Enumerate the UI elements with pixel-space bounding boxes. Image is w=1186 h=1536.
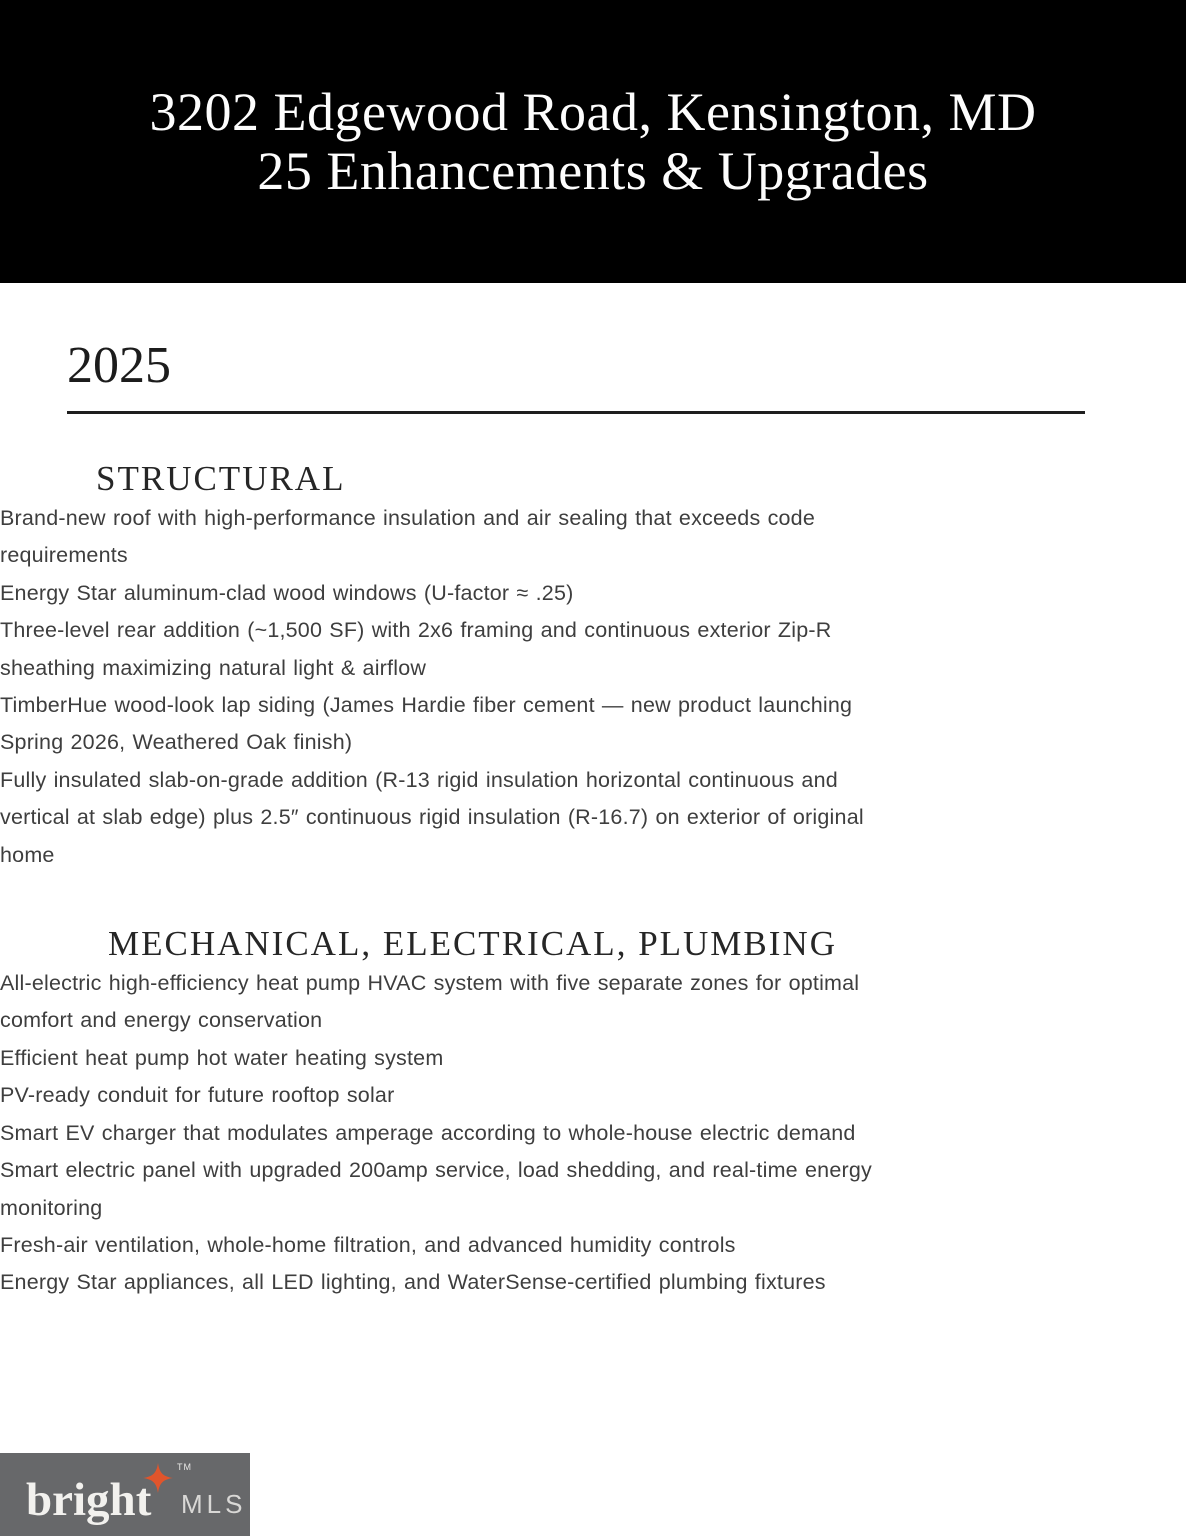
mep-list xyxy=(0,965,888,1302)
list-item: Fresh-air ventilation, whole-home filtration, and advanced humidity controls xyxy=(0,1227,888,1264)
list-item: Smart EV charger that modulates amperage according to whole-house electric demand xyxy=(0,1115,888,1152)
mls-wordmark: MLS xyxy=(181,1489,247,1519)
tm-superscript: TM xyxy=(177,1462,192,1472)
divider-rule xyxy=(67,411,1085,414)
brightmls-logo xyxy=(0,1453,250,1536)
list-item: PV-ready conduit for future rooftop solar xyxy=(0,1077,888,1114)
brand-wordmark: bright xyxy=(26,1474,152,1526)
list-item: Fully insulated slab-on-grade addition (R-13 rigid insulation horizontal continuous and vertical at slab edge) plus 2.5″ continuous rigid insulation (R-16.7) on exterior of original home xyxy=(0,762,912,874)
year-heading: 2025 xyxy=(67,337,171,394)
list-item: Energy Star aluminum-clad wood windows (U-factor ≈ .25) xyxy=(0,575,912,612)
list-item: TimberHue wood-look lap siding (James Hardie fiber cement — new product launching Spring 2026, Weathered Oak finish) xyxy=(0,687,912,762)
structural-heading: STRUCTURAL xyxy=(96,459,346,498)
title-line-1: 3202 Edgewood Road, Kensington, MD xyxy=(149,81,1037,142)
list-item: All-electric high-efficiency heat pump HVAC system with five separate zones for optimal comfort and energy conservation xyxy=(0,965,888,1040)
list-item: Smart electric panel with upgraded 200amp service, load shedding, and real-time energy monitoring xyxy=(0,1152,888,1227)
list-item: Efficient heat pump hot water heating system xyxy=(0,1040,888,1077)
list-item: Brand-new roof with high-performance insulation and air sealing that exceeds code requirements xyxy=(0,500,912,575)
section-structural xyxy=(0,458,1186,874)
title-line-2: 25 Enhancements & Upgrades xyxy=(257,140,929,201)
section-mep xyxy=(0,923,1186,1302)
list-item: Three-level rear addition (~1,500 SF) with 2x6 framing and continuous exterior Zip-R sheathing maximizing natural light & airflow xyxy=(0,612,912,687)
hero-header xyxy=(0,0,1186,283)
structural-list xyxy=(0,500,912,874)
mep-heading: MECHANICAL, ELECTRICAL, PLUMBING xyxy=(108,924,837,964)
sparkle-icon xyxy=(143,1463,173,1493)
list-item: Energy Star appliances, all LED lighting, and WaterSense-certified plumbing fixtures xyxy=(0,1264,888,1301)
page-title xyxy=(150,83,1037,201)
